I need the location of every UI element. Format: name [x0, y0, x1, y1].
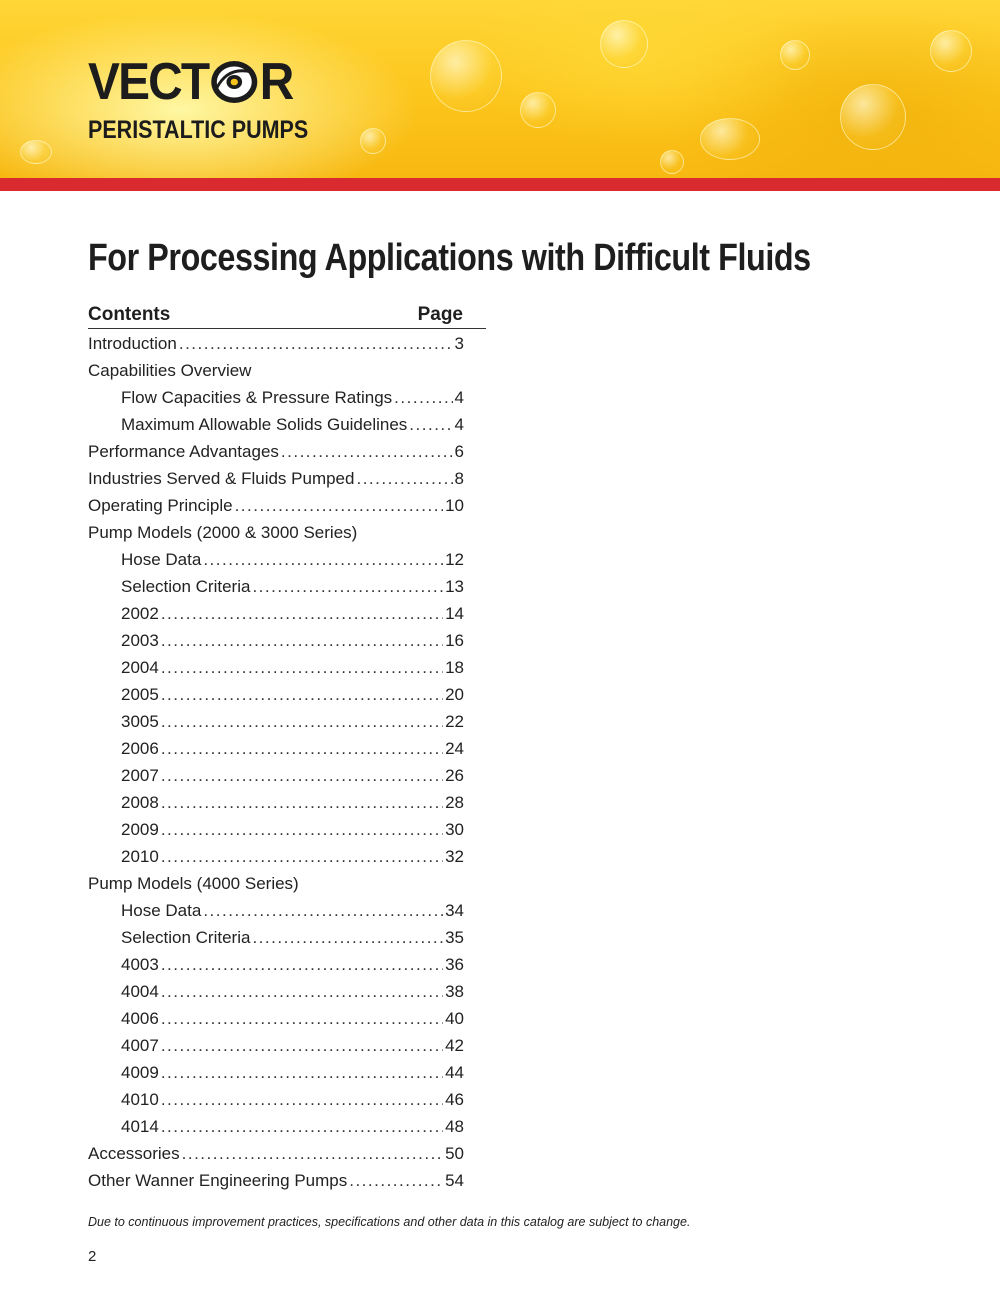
dot-leader: [161, 627, 443, 654]
toc-entry-page: 30: [445, 820, 464, 839]
toc-entry-title: 2009: [121, 820, 159, 839]
toc-entry[interactable]: [88, 789, 464, 816]
dot-leader: [203, 546, 443, 573]
toc-entry-page: 6: [454, 442, 464, 461]
toc-entry-page: 36: [445, 955, 464, 974]
toc-entry-page: 20: [445, 685, 464, 704]
header-banner: [0, 0, 1000, 178]
toc-entry[interactable]: [88, 762, 464, 789]
toc-entry[interactable]: [88, 708, 464, 735]
toc-entry[interactable]: [88, 1086, 464, 1113]
logo-subtitle: PERISTALTIC PUMPS: [88, 116, 309, 144]
toc-entry[interactable]: [88, 654, 464, 681]
dot-leader: [161, 654, 443, 681]
toc-entry-title: Pump Models (4000 Series): [88, 874, 299, 893]
toc-entry[interactable]: [88, 978, 464, 1005]
toc-entry-title: Operating Principle: [88, 496, 233, 515]
toc-entry-page: 48: [445, 1117, 464, 1136]
bubble-decoration: [780, 40, 810, 70]
logo-text-left: VECT: [88, 53, 209, 111]
toc-entry-title: Pump Models (2000 & 3000 Series): [88, 523, 358, 542]
toc-entry-title: Selection Criteria: [121, 928, 251, 947]
toc-entry-page: 26: [445, 766, 464, 785]
dot-leader: [235, 492, 444, 519]
dot-leader: [161, 735, 443, 762]
toc-entry-title: Hose Data: [121, 901, 202, 920]
dot-leader: [161, 1113, 443, 1140]
toc-entry-title: Industries Served & Fluids Pumped: [88, 469, 355, 488]
toc-entry-title: 4006: [121, 1009, 159, 1028]
dot-leader: [252, 573, 443, 600]
logo-text-right: R: [259, 53, 293, 111]
dot-leader: [161, 789, 443, 816]
toc-entry-title: Introduction: [88, 334, 177, 353]
toc-entry-title: 4009: [121, 1063, 159, 1082]
toc-entry-title: 2003: [121, 631, 159, 650]
toc-entry-title: Flow Capacities & Pressure Ratings: [121, 388, 393, 407]
toc-entry-page: 40: [445, 1009, 464, 1028]
toc-entry[interactable]: [88, 573, 464, 600]
toc-entry-title: 3005: [121, 712, 159, 731]
bubble-decoration: [660, 150, 684, 174]
toc-entry-title: 4003: [121, 955, 159, 974]
toc-entry-page: 44: [445, 1063, 464, 1082]
toc-entry[interactable]: [88, 1005, 464, 1032]
toc-entry-page: 54: [445, 1171, 464, 1190]
toc-entry-page: 34: [445, 901, 464, 920]
disclaimer-footnote: Due to continuous improvement practices, specifications and other data in this catalog are subject to change.: [88, 1215, 691, 1229]
toc-entry-title: Maximum Allowable Solids Guidelines: [121, 415, 408, 434]
toc-entry-page: 32: [445, 847, 464, 866]
toc-entry-page: 46: [445, 1090, 464, 1109]
toc-entry[interactable]: [88, 492, 464, 519]
hose-ring-icon: [209, 58, 259, 106]
toc-entry[interactable]: [88, 411, 464, 438]
toc-entry-title: 4010: [121, 1090, 159, 1109]
dot-leader: [349, 1167, 443, 1194]
toc-entry-page: 3: [454, 334, 464, 353]
bubble-decoration: [20, 140, 52, 164]
bubble-decoration: [520, 92, 556, 128]
toc-entry-title: 2004: [121, 658, 159, 677]
dot-leader: [252, 924, 443, 951]
page-number: 2: [88, 1248, 97, 1265]
toc-entry-title: 2006: [121, 739, 159, 758]
accent-stripe: [0, 178, 1000, 191]
dot-leader: [161, 1005, 443, 1032]
bubble-decoration: [430, 40, 502, 112]
toc-entry-page: 28: [445, 793, 464, 812]
dot-leader: [281, 438, 453, 465]
toc-entry-page: 8: [454, 469, 464, 488]
toc-entry[interactable]: [88, 924, 464, 951]
toc-header-page: Page: [417, 304, 463, 325]
dot-leader: [161, 1032, 443, 1059]
toc-entry[interactable]: [88, 897, 464, 924]
toc-entry[interactable]: [88, 1113, 464, 1140]
toc-entry-title: Accessories: [88, 1144, 180, 1163]
toc-entry[interactable]: [88, 681, 464, 708]
page-title: For Processing Applications with Difficult Fluids: [88, 237, 811, 279]
bubble-decoration: [840, 84, 906, 150]
toc-entry-page: 16: [445, 631, 464, 650]
toc-entry[interactable]: [88, 870, 464, 897]
toc-entry-title: Capabilities Overview: [88, 361, 252, 380]
toc-entry[interactable]: [88, 600, 464, 627]
bubble-decoration: [600, 20, 648, 68]
dot-leader: [161, 762, 443, 789]
vector-logo: [88, 53, 344, 145]
toc-entry-page: 50: [445, 1144, 464, 1163]
toc-entry[interactable]: [88, 735, 464, 762]
toc-entry-page: 35: [445, 928, 464, 947]
dot-leader: [161, 816, 443, 843]
toc-entry-page: 42: [445, 1036, 464, 1055]
logo-wordmark: [88, 53, 324, 111]
toc-entry-page: 18: [445, 658, 464, 677]
toc-entry-page: 24: [445, 739, 464, 758]
table-of-contents: [88, 330, 464, 1194]
toc-entry-title: Hose Data: [121, 550, 202, 569]
toc-entry-title: 4014: [121, 1117, 159, 1136]
toc-entry-title: Other Wanner Engineering Pumps: [88, 1171, 348, 1190]
toc-entry-title: Performance Advantages: [88, 442, 279, 461]
toc-entry[interactable]: [88, 1059, 464, 1086]
dot-leader: [161, 708, 443, 735]
dot-leader: [161, 951, 443, 978]
toc-entry[interactable]: [88, 951, 464, 978]
toc-entry-page: 4: [454, 388, 464, 407]
toc-entry[interactable]: [88, 357, 464, 384]
toc-entry[interactable]: [88, 438, 464, 465]
toc-entry-page: 13: [445, 577, 464, 596]
toc-entry[interactable]: [88, 1140, 464, 1167]
bubble-decoration: [700, 118, 760, 160]
dot-leader: [182, 1140, 443, 1167]
toc-entry-title: 4007: [121, 1036, 159, 1055]
toc-entry-page: 12: [445, 550, 464, 569]
toc-entry[interactable]: [88, 384, 464, 411]
bubble-decoration: [360, 128, 386, 154]
dot-leader: [161, 843, 443, 870]
toc-entry[interactable]: [88, 1167, 464, 1194]
toc-entry-page: 10: [445, 496, 464, 515]
toc-entry[interactable]: [88, 519, 464, 546]
dot-leader: [161, 978, 443, 1005]
toc-entry[interactable]: [88, 546, 464, 573]
toc-entry[interactable]: [88, 816, 464, 843]
toc-header-contents: Contents: [88, 304, 171, 325]
bubble-decoration: [930, 30, 972, 72]
toc-entry-page: 4: [454, 415, 464, 434]
toc-header: [88, 303, 486, 329]
dot-leader: [161, 1059, 443, 1086]
dot-leader: [356, 465, 452, 492]
dot-leader: [409, 411, 452, 438]
dot-leader: [179, 330, 453, 357]
dot-leader: [394, 384, 452, 411]
dot-leader: [161, 600, 443, 627]
toc-entry-title: 2005: [121, 685, 159, 704]
dot-leader: [161, 1086, 443, 1113]
toc-entry[interactable]: [88, 627, 464, 654]
dot-leader: [161, 681, 443, 708]
toc-entry[interactable]: [88, 1032, 464, 1059]
toc-entry-title: 4004: [121, 982, 159, 1001]
toc-entry-title: 2007: [121, 766, 159, 785]
toc-entry-title: Selection Criteria: [121, 577, 251, 596]
toc-entry[interactable]: [88, 465, 464, 492]
toc-entry-page: 14: [445, 604, 464, 623]
toc-entry-title: 2002: [121, 604, 159, 623]
toc-entry-title: 2008: [121, 793, 159, 812]
toc-entry-title: 2010: [121, 847, 159, 866]
toc-entry-page: 38: [445, 982, 464, 1001]
dot-leader: [203, 897, 443, 924]
toc-entry[interactable]: [88, 330, 464, 357]
toc-entry[interactable]: [88, 843, 464, 870]
toc-entry-page: 22: [445, 712, 464, 731]
